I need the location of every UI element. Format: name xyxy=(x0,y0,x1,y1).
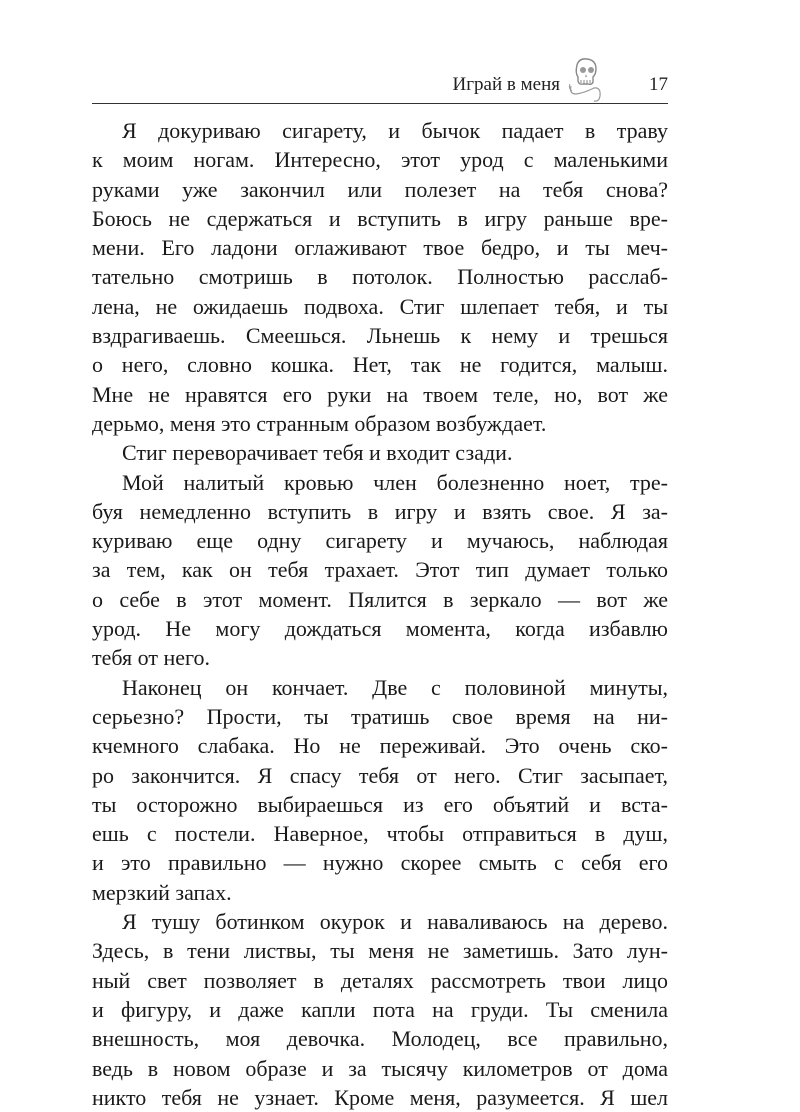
text-line: ведь в новом образе и за тысячу километров от дома xyxy=(92,1055,668,1081)
text-line: о него, словно кошка. Нет, так не годится, малыш. xyxy=(92,352,668,378)
text-line: тательно смотришь в потолок. Полностью расслаб- xyxy=(92,264,668,290)
text-line: мерзкий запах. xyxy=(92,879,232,905)
text-line: ро закончится. Я спасу тебя от него. Стиг засыпает, xyxy=(92,762,668,788)
text-line: ный свет позволяет в деталях рассмотреть твои лицо xyxy=(92,967,668,993)
text-line: дерьмо, меня это странным образом возбуждает. xyxy=(92,410,547,436)
text-line: буя немедленно вступить в игру и взять свое. Я за- xyxy=(92,498,668,524)
running-title: Играй в меня xyxy=(452,74,560,95)
page-header xyxy=(92,56,668,104)
text-line: к моим ногам. Интересно, этот урод с маленькими xyxy=(92,147,668,173)
header-rule xyxy=(92,103,668,104)
body-text xyxy=(92,116,668,1112)
text-line: руками уже закончил или полезет на тебя снова? xyxy=(92,176,668,202)
text-line: тебя от него. xyxy=(92,645,210,671)
text-line: за тем, как он тебя трахает. Этот тип думает только xyxy=(92,557,668,583)
page-number: 17 xyxy=(649,74,668,95)
text-line: куриваю еще одну сигарету и мучаюсь, наблюдая xyxy=(92,528,668,554)
text-line: никто тебя не узнает. Кроме меня, разумеется. Я шел xyxy=(92,1084,668,1110)
text-line: кчемного слабака. Но не переживай. Это очень ско- xyxy=(92,733,668,759)
text-line: лена, не ожидаешь подвоха. Стиг шлепает тебя, и ты xyxy=(92,293,668,319)
text-line: мени. Его ладони оглаживают твое бедро, и ты меч- xyxy=(92,235,668,261)
text-line: Я тушу ботинком окурок и наваливаюсь на дерево. xyxy=(122,909,668,935)
text-line: Мне не нравятся его руки на твоем теле, но, вот же xyxy=(92,381,668,407)
text-line: Здесь, в тени листвы, ты меня не заметишь. Зато лун- xyxy=(92,938,668,964)
text-line: ешь с постели. Наверное, чтобы отправиться в душ, xyxy=(92,821,668,847)
text-line: Мой налитый кровью член болезненно ноет, тре- xyxy=(122,469,668,495)
skull-icon xyxy=(566,56,606,104)
text-line: вздрагиваешь. Смеешься. Льнешь к нему и трешься xyxy=(92,323,668,349)
text-line: внешность, моя девочка. Молодец, все правильно, xyxy=(92,1026,668,1052)
text-line: ты осторожно выбираешься из его объятий и вста- xyxy=(92,791,668,817)
text-line: о себе в этот момент. Пялится в зеркало — вот же xyxy=(92,586,668,612)
text-line: Наконец он кончает. Две с половиной минуты, xyxy=(122,674,668,700)
text-line: урод. Не могу дождаться момента, когда избавлю xyxy=(92,616,668,642)
text-line: и это правильно — нужно скорее смыть с себя его xyxy=(92,850,668,876)
text-line: Я докуриваю сигарету, и бычок падает в траву xyxy=(122,118,668,143)
text-line: Боюсь не сдержаться и вступить в игру раньше вре- xyxy=(92,205,668,231)
text-line: Стиг переворачивает тебя и входит сзади. xyxy=(122,440,513,466)
text-line: и фигуру, и даже капли пота на груди. Ты сменила xyxy=(92,996,668,1022)
text-line: серьезно? Прости, ты тратишь свое время на ни- xyxy=(92,703,668,729)
